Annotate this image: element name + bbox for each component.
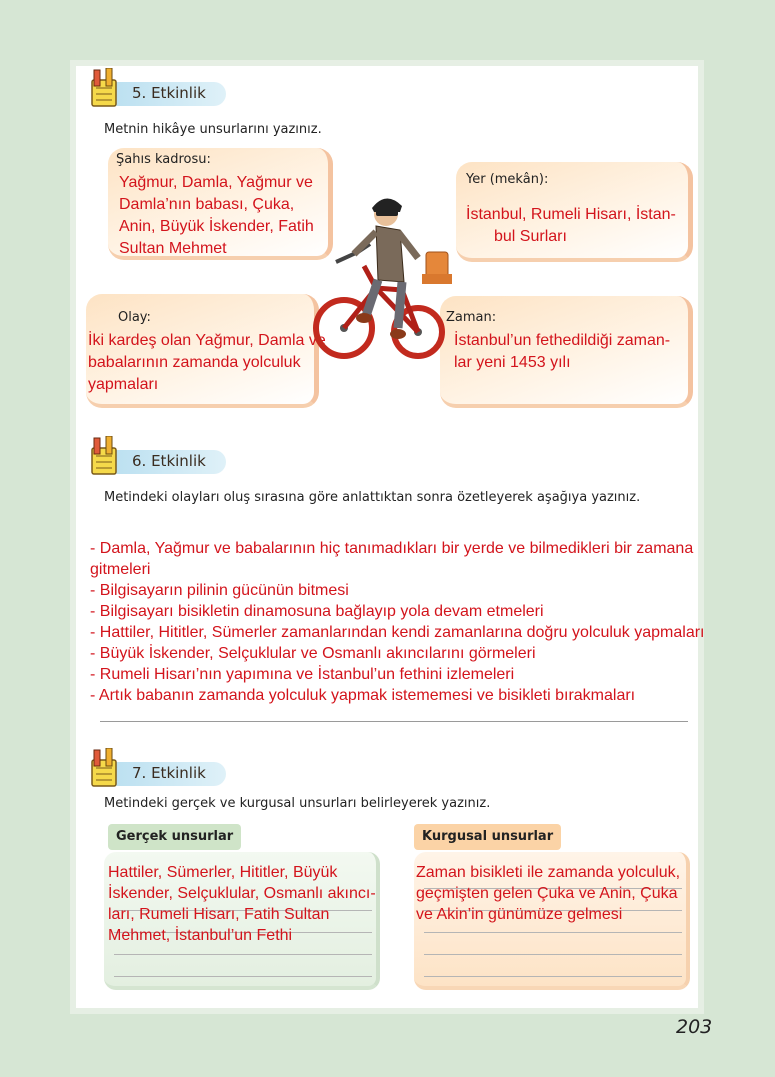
pencil-notebook-icon [86,748,122,788]
list-item: - Bilgisayarın pilinin gücünün bitmesi [90,582,349,599]
list-item: gitmeleri [90,561,151,578]
activity-6-header [86,444,226,474]
fictional-elements-label: Kurgusal unsurlar [414,824,561,850]
event-box [86,294,326,408]
activity-5-header [86,76,226,106]
event-answer: İki kardeş olan Yağmur, Damla ve babalarının zamanda yolculuk yapmaları [88,332,326,393]
cyclist-illustration [306,196,456,370]
list-item: - Artık babanın zamanda yolculuk yapmak istememesi ve bisikleti bırakmaları [90,687,636,704]
real-elements-label: Gerçek unsurlar [108,824,241,850]
events-list [90,538,710,706]
list-item: - Rumeli Hisarı’nın yapımına ve İstanbul’un fethini izlemeleri [90,666,515,683]
fictional-elements-answer: Zaman bisikleti ile zamanda yolculuk, geçmişten gelen Çuka ve Anin, Çuka ve Akin’in günümüze gelmesi [416,864,681,923]
activity-6-title: 6. Etkinlik [132,452,206,470]
activity-5-title: 5. Etkinlik [132,84,206,102]
pencil-notebook-icon [86,436,122,476]
place-answer: İstanbul, Rumeli Hisarı, İstan- bul Surları [466,206,676,245]
divider [100,721,688,722]
place-title: Yer (mekân): [466,172,549,187]
activity-7-instruction: Metindeki gerçek ve kurgusal unsurları belirleyerek yazınız. [104,796,491,811]
characters-title: Şahıs kadrosu: [116,152,211,167]
characters-answer: Yağmur, Damla, Yağmur ve Damla’nın babası, Çuka, Anin, Büyük İskender, Fatih Sultan Mehmet [119,174,314,257]
list-item: - Hattiler, Hititler, Sümerler zamanlarından kendi zamanlarına doğru yolculuk yapmaları [90,624,705,641]
activity-7-header [86,756,226,786]
pencil-notebook-icon [86,68,122,108]
time-box [440,296,693,408]
list-item: - Damla, Yağmur ve babalarının hiç tanımadıkları bir yerde ve bilmedikleri bir zamana [90,540,694,557]
place-box [456,162,693,262]
activity-5-instruction: Metnin hikâye unsurlarını yazınız. [104,122,322,137]
activity-7-title: 7. Etkinlik [132,764,206,782]
activity-6-instruction: Metindeki olayları oluş sırasına göre anlattıktan sonra özetleyerek aşağıya yazınız. [104,490,641,505]
list-item: - Büyük İskender, Selçuklular ve Osmanlı akıncılarını görmeleri [90,645,536,662]
real-elements-answer: Hattiler, Sümerler, Hititler, Büyük İskender, Selçuklular, Osmanlı akıncı- ları, Rumeli Hisarı, Fatih Sultan Mehmet, İstanbul’un Fethi [108,864,376,944]
list-item: - Bilgisayarı bisikletin dinamosuna bağlayıp yola devam etmeleri [90,603,544,620]
time-answer: İstanbul’un fethedildiği zaman- lar yeni 1453 yılı [454,332,671,371]
time-title: Zaman: [446,310,497,325]
page-number: 203 [676,1016,713,1038]
event-title: Olay: [118,310,151,325]
characters-box [108,148,333,260]
